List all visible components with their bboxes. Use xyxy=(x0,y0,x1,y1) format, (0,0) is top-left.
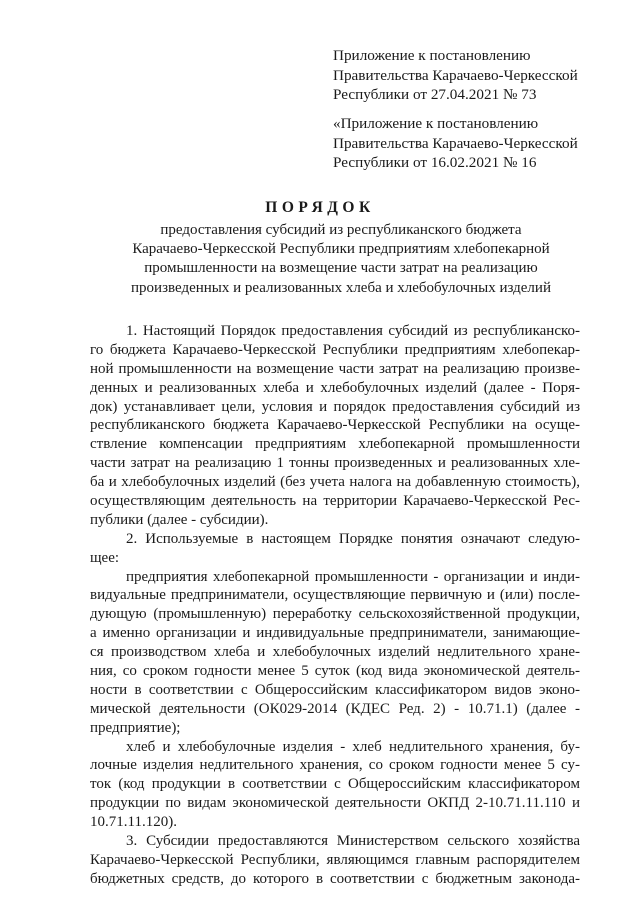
paragraph xyxy=(90,832,580,889)
paragraph-line: ния, со сроком годности менее 5 суток (код вида экономической деятель- xyxy=(90,663,580,680)
paragraph-line: ности в соответствии с Общероссийским классификатором видов эконо- xyxy=(90,681,580,698)
paragraph-line: Карачаево-Черкесской Республики, являющимся главным распорядителем xyxy=(90,851,580,868)
appendix-note-previous xyxy=(333,114,578,173)
paragraph-line: денных и реализованных хлеба и хлебобулочных изделий (далее - Поря- xyxy=(90,379,580,396)
appendix-line: Республики от 27.04.2021 № 73 xyxy=(333,86,537,103)
appendix-line: Республики от 16.02.2021 № 16 xyxy=(333,154,537,171)
appendix-line: «Приложение к постановлению xyxy=(333,115,539,132)
paragraph-line: ба и хлебобулочных изделий (без учета налога на добавленную стоимость), xyxy=(90,474,580,491)
paragraph-line: мической деятельности (ОК029-2014 (КДЕС Ред. 2) - 10.71.1) (далее - xyxy=(90,700,580,717)
paragraph-line: 3. Субсидии предоставляются Министерством сельского хозяйства xyxy=(126,833,580,850)
paragraph-line: осуществляющим деятельность на территории Карачаево-Черкесской Рес- xyxy=(90,493,580,510)
paragraph-line: продукции по видам экономической деятельности ОКПД 2-10.71.11.110 и xyxy=(90,795,580,812)
document-body xyxy=(90,322,580,889)
paragraph-line: предприятия хлебопекарной промышленности - организации и инди- xyxy=(126,568,580,585)
document-title: ПОРЯДОК xyxy=(265,199,375,216)
paragraph-line: ствление компенсации предприятиям хлебопекарной промышленности xyxy=(90,436,580,453)
paragraph-line: предприятие); xyxy=(90,719,181,736)
paragraph xyxy=(90,530,580,568)
paragraph-line: 1. Настоящий Порядок предоставления субсидий из республиканско- xyxy=(126,323,580,339)
paragraph-line: док) устанавливает цели, условия и порядок предоставления субсидий из xyxy=(90,398,580,415)
paragraph-line: публики (далее - субсидии). xyxy=(90,511,269,528)
paragraph xyxy=(90,322,580,530)
paragraph xyxy=(90,738,580,832)
appendix-line: Правительства Карачаево-Черкесской xyxy=(333,134,578,152)
appendix-line: Приложение к постановлению xyxy=(333,47,531,64)
paragraph-line: ся производством хлеба и хлебобулочных изделий недлительного хране- xyxy=(90,644,580,661)
subtitle-line: произведенных и реализованных хлеба и хлебобулочных изделий xyxy=(131,279,551,296)
subtitle-line: предоставления субсидий из республиканского бюджета xyxy=(160,222,522,238)
paragraph-line: видуальные предприниматели, осуществляющие первичную и (или) после- xyxy=(90,587,580,604)
paragraph-line: а именно организации и индивидуальные предприниматели, занимающие- xyxy=(90,625,580,642)
paragraph-line: лочные изделия недлительного хранения, со сроком годности менее 5 су- xyxy=(90,757,580,774)
paragraph-line: го бюджета Карачаево-Черкесской Республики предприятиям хлебопекар- xyxy=(90,341,580,358)
subtitle-line: Карачаево-Черкесской Республики предприятиям хлебопекарной xyxy=(132,241,550,258)
paragraph xyxy=(90,568,580,738)
appendix-note-current xyxy=(333,46,578,105)
subtitle-line: промышленности на возмещение части затрат на реализацию xyxy=(144,260,538,277)
paragraph-line: республиканского бюджета Карачаево-Черкесской Республики на осуще- xyxy=(90,417,580,434)
document-subtitle xyxy=(100,221,582,298)
paragraph-line: ной промышленности на возмещение части затрат на реализацию произве- xyxy=(90,360,580,377)
paragraph-line: хлеб и хлебобулочные изделия - хлеб недлительного хранения, бу- xyxy=(126,738,580,755)
paragraph-line: щее: xyxy=(90,549,120,566)
paragraph-line: части затрат на реализацию 1 тонны произведенных и реализованных хле- xyxy=(90,455,580,472)
paragraph-line: бюджетных средств, до которого в соответствии с бюджетным законода- xyxy=(90,870,580,887)
appendix-line: Правительства Карачаево-Черкесской xyxy=(333,66,578,84)
paragraph-line: 10.71.11.120). xyxy=(90,814,177,831)
paragraph-line: дующую (промышленную) переработку сельскохозяйственной продукции, xyxy=(90,606,580,623)
paragraph-line: ток (код продукции в соответствии с Общероссийским классификатором xyxy=(90,776,580,793)
paragraph-line: 2. Используемые в настоящем Порядке понятия означают следую- xyxy=(126,530,580,547)
